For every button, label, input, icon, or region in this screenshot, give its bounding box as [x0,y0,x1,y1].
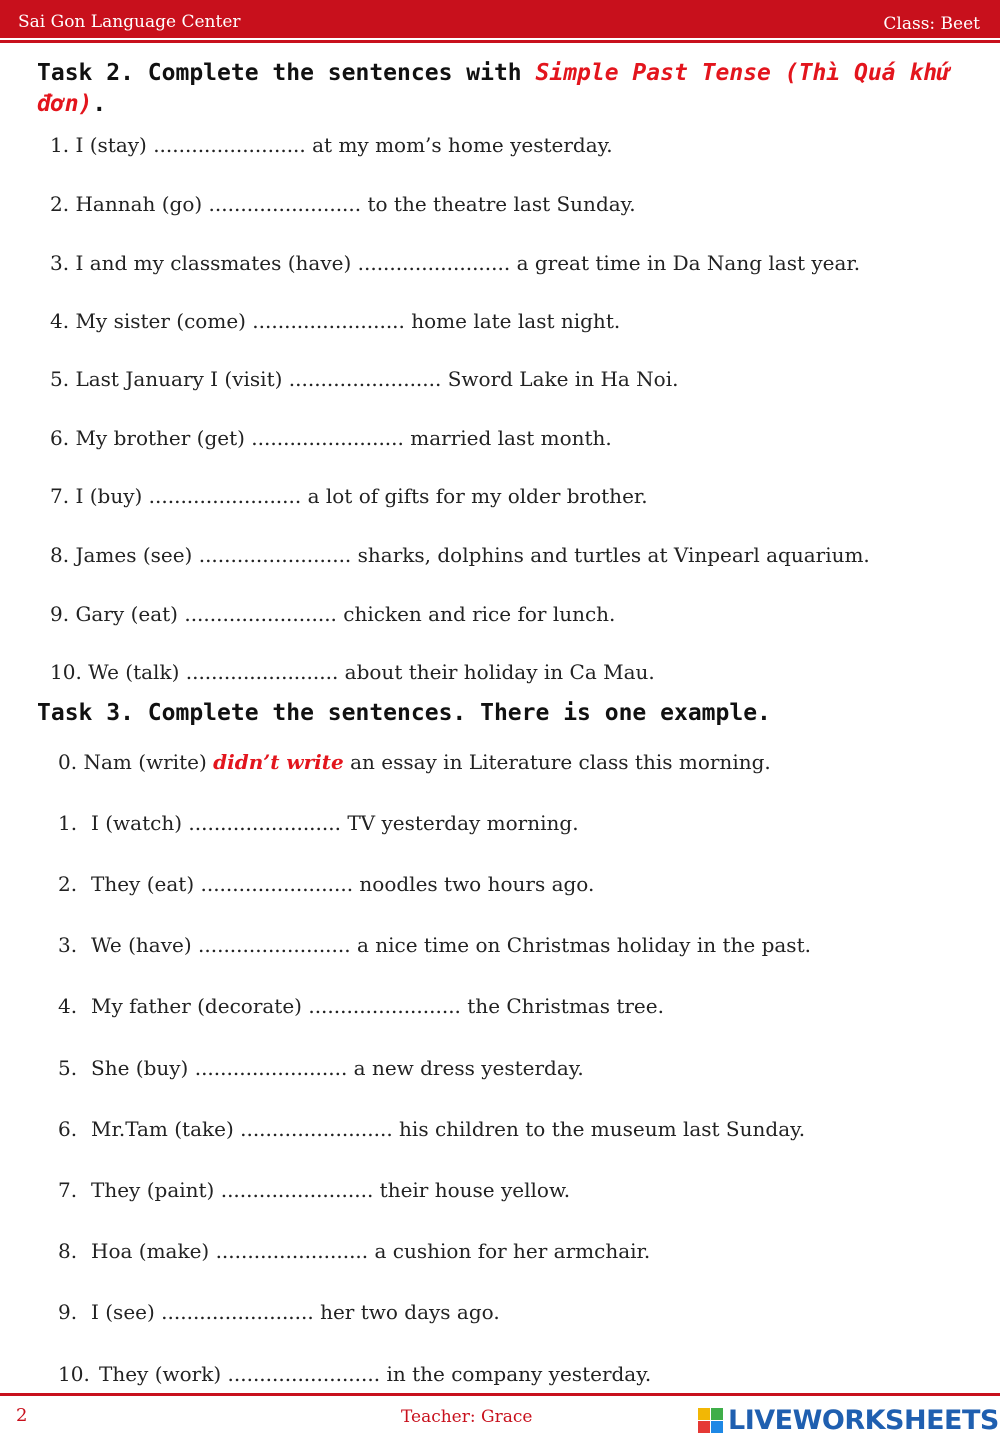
task2-title [37,58,957,120]
task2-question-2: 2. Hannah (go) ........................ to the theatre last Sunday. [50,192,636,216]
task2-question-1: 1. I (stay) ........................ at my mom’s home yesterday. [50,133,613,157]
page-number: 2 [16,1405,28,1426]
task3-question-2: 2. They (eat) ........................ noodles two hours ago. [58,872,595,896]
footer-divider [0,1393,1000,1396]
task2-title-prefix: Task 2. Complete the sentences with [37,60,536,86]
task3-question-9: 9. I (see) ........................ her two days ago. [58,1300,500,1324]
task3-example: 0. Nam (write) didn’t write an essay in Literature class this morning. [58,750,771,774]
task2-question-6: 6. My brother (get) ........................ married last month. [50,426,612,450]
liveworksheets-blocks-icon [698,1408,724,1434]
task2-question-4: 4. My sister (come) ........................ home late last night. [50,309,621,333]
teacher-name: Teacher: Grace [401,1407,533,1427]
task3-question-6: 6. Mr.Tam (take) ........................ his children to the museum last Sunday. [58,1117,806,1141]
task2-question-8: 8. James (see) ........................ sharks, dolphins and turtles at Vinpearl aquarium. [50,543,870,567]
task3-title: Task 3. Complete the sentences. There is one example. [37,700,771,726]
task2-question-3: 3. I and my classmates (have) ........................ a great time in Da Nang last year. [50,251,861,275]
class-label: Class: Beet [883,14,980,34]
page-header [0,0,1000,38]
task2-title-suffix: . [92,91,107,117]
task2-question-5: 5. Last January I (visit) ........................ Sword Lake in Ha Noi. [50,367,679,391]
task2-title-highlight: Simple Past Tense (Thì Quá khứ đơn) [37,60,951,117]
task3-question-8: 8. Hoa (make) ........................ a cushion for her armchair. [58,1239,651,1263]
task3-question-7: 7. They (paint) ........................ their house yellow. [58,1178,571,1202]
task2-question-7: 7. I (buy) ........................ a lot of gifts for my older brother. [50,484,648,508]
logo-text: LIVEWORKSHEETS [728,1405,999,1436]
task3-question-1: 1. I (watch) ........................ TV yesterday morning. [58,811,579,835]
header-divider [0,40,1000,43]
task3-question-5: 5. She (buy) ........................ a new dress yesterday. [58,1056,584,1080]
task3-question-4: 4. My father (decorate) ........................ the Christmas tree. [58,994,664,1018]
task2-question-10: 10. We (talk) ........................ about their holiday in Ca Mau. [50,660,655,684]
task2-question-9: 9. Gary (eat) ........................ chicken and rice for lunch. [50,602,616,626]
example-answer: didn’t write [213,750,344,774]
task3-question-3: 3. We (have) ........................ a nice time on Christmas holiday in the past. [58,933,811,957]
center-name: Sai Gon Language Center [18,12,241,32]
task3-question-10: 10. They (work) ........................ in the company yesterday. [58,1362,652,1386]
